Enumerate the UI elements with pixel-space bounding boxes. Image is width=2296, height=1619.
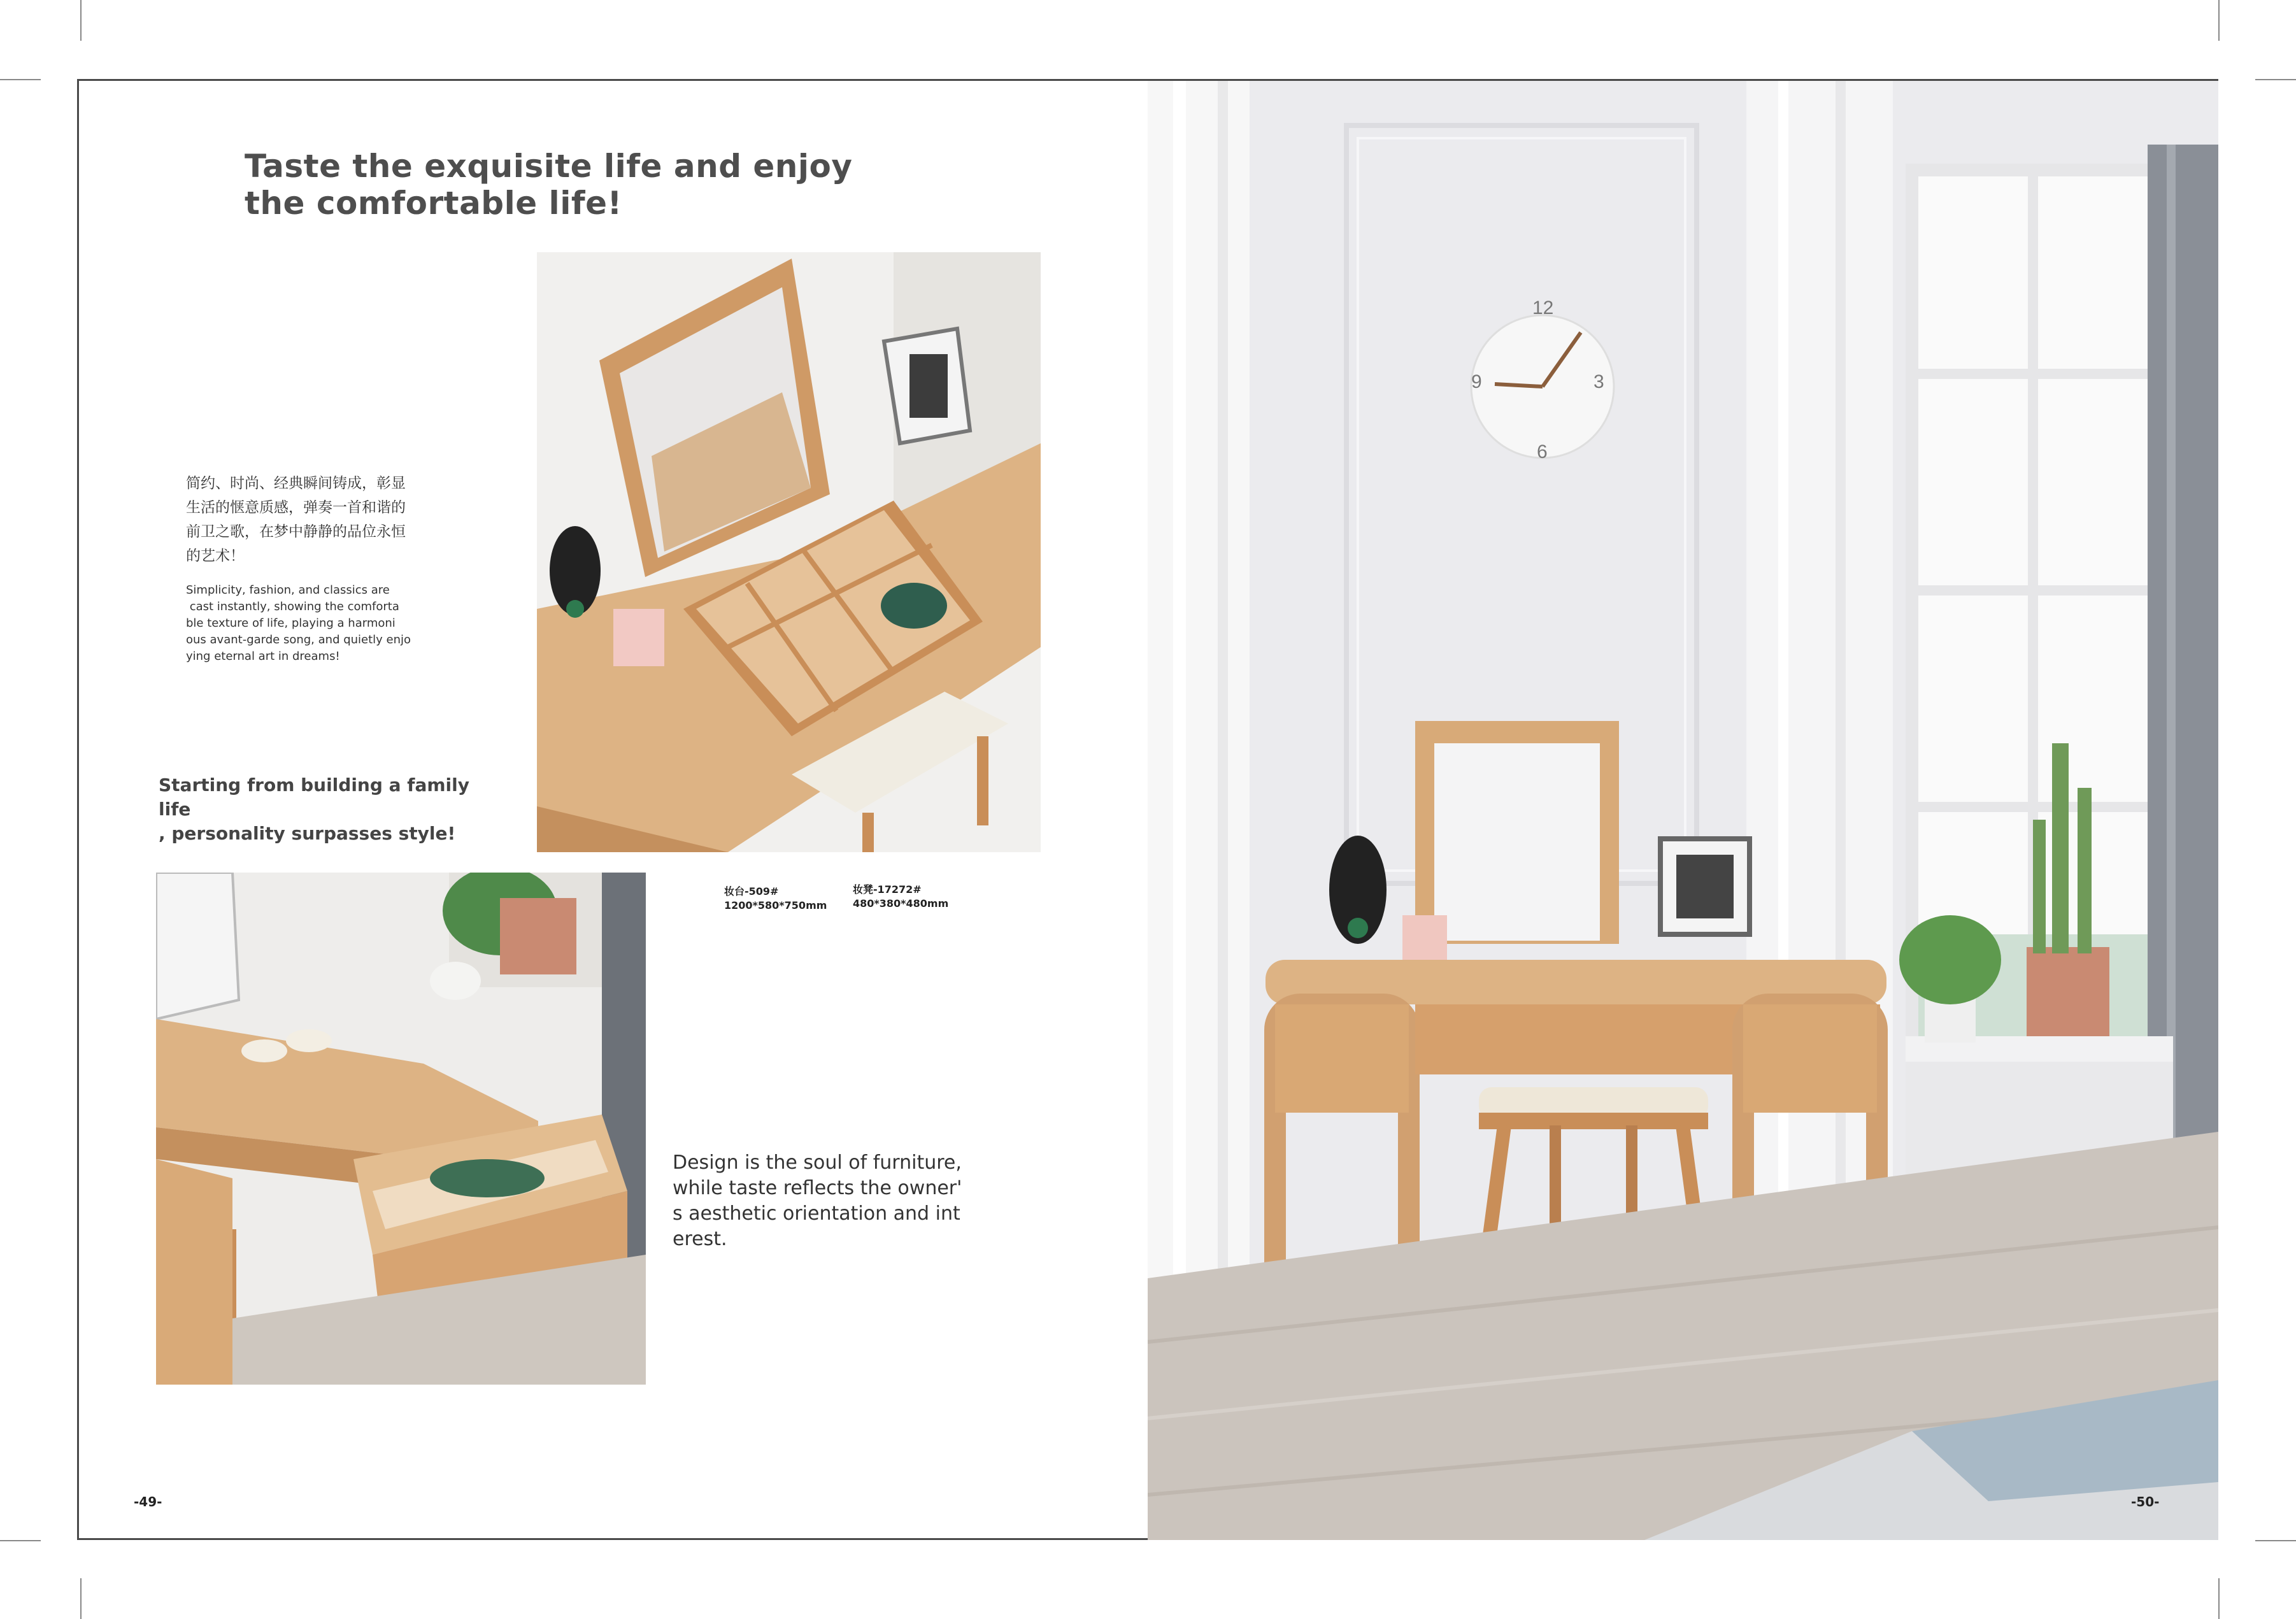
product-name: 妆凳-17272# xyxy=(853,883,922,895)
crop-mark xyxy=(0,79,41,80)
tagline-line-2: , personality surpasses style! xyxy=(159,823,456,844)
intro-en-line-1: Simplicity, fashion, and classics are xyxy=(186,583,390,597)
crop-mark xyxy=(2255,79,2296,80)
photo-vanity-drawer xyxy=(156,873,646,1385)
intro-cn-line-1: 简约、时尚、经典瞬间铸成，彰显 xyxy=(186,475,406,492)
product-spec-stool xyxy=(853,883,948,911)
page-number-left: -49- xyxy=(134,1494,162,1509)
page-number-right: -50- xyxy=(2131,1494,2160,1509)
product-size: 480*380*480mm xyxy=(853,897,949,909)
design-quote-line-1: Design is the soul of furniture, xyxy=(673,1152,962,1174)
intro-chinese xyxy=(186,471,453,568)
intro-cn-line-3: 前卫之歌，在梦中静静的品位永恒 xyxy=(186,524,406,540)
design-quote-line-3: s aesthetic orientation and int xyxy=(673,1202,960,1225)
headline-line-1: Taste the exquisite life and enjoy xyxy=(245,148,853,185)
tagline xyxy=(159,773,490,846)
clock-numeral-6: 6 xyxy=(1537,441,1548,462)
crop-mark xyxy=(80,1578,82,1619)
intro-en-line-2: cast instantly, showing the comforta xyxy=(186,600,399,613)
clock-numeral-9: 9 xyxy=(1471,371,1482,392)
intro-cn-line-2: 生活的惬意质感，弹奏一首和谐的 xyxy=(186,499,406,516)
intro-cn-line-4: 的艺术！ xyxy=(186,548,245,564)
crop-mark xyxy=(2255,1540,2296,1541)
headline-line-2: the comfortable life! xyxy=(245,185,622,222)
clock-numeral-3: 3 xyxy=(1594,371,1604,392)
vanity-drawer-illustration xyxy=(156,873,646,1385)
product-spec-vanity xyxy=(724,885,827,913)
intro-english xyxy=(186,582,428,665)
clock-numeral-12: 12 xyxy=(1532,297,1554,318)
design-quote-line-2: while taste reflects the owner' xyxy=(673,1177,962,1199)
crop-mark xyxy=(0,1540,41,1541)
vanity-open-lid-illustration xyxy=(537,252,1041,852)
room-scene-illustration xyxy=(1148,81,2218,1540)
tagline-line-1: Starting from building a family life xyxy=(159,774,469,820)
photo-vanity-open-lid xyxy=(537,252,1041,852)
product-name: 妆台-509# xyxy=(724,885,779,897)
headline xyxy=(245,148,852,222)
crop-mark xyxy=(2218,1578,2220,1619)
crop-mark xyxy=(2218,0,2220,41)
intro-en-line-5: ying eternal art in dreams! xyxy=(186,650,340,663)
crop-mark xyxy=(80,0,82,41)
photo-room-scene xyxy=(1148,81,2218,1540)
intro-en-line-3: ble texture of life, playing a harmoni xyxy=(186,617,396,630)
design-quote xyxy=(673,1150,972,1252)
intro-en-line-4: ous avant-garde song, and quietly enjo xyxy=(186,633,411,646)
design-quote-line-4: erest. xyxy=(673,1228,727,1250)
product-size: 1200*580*750mm xyxy=(724,899,827,911)
